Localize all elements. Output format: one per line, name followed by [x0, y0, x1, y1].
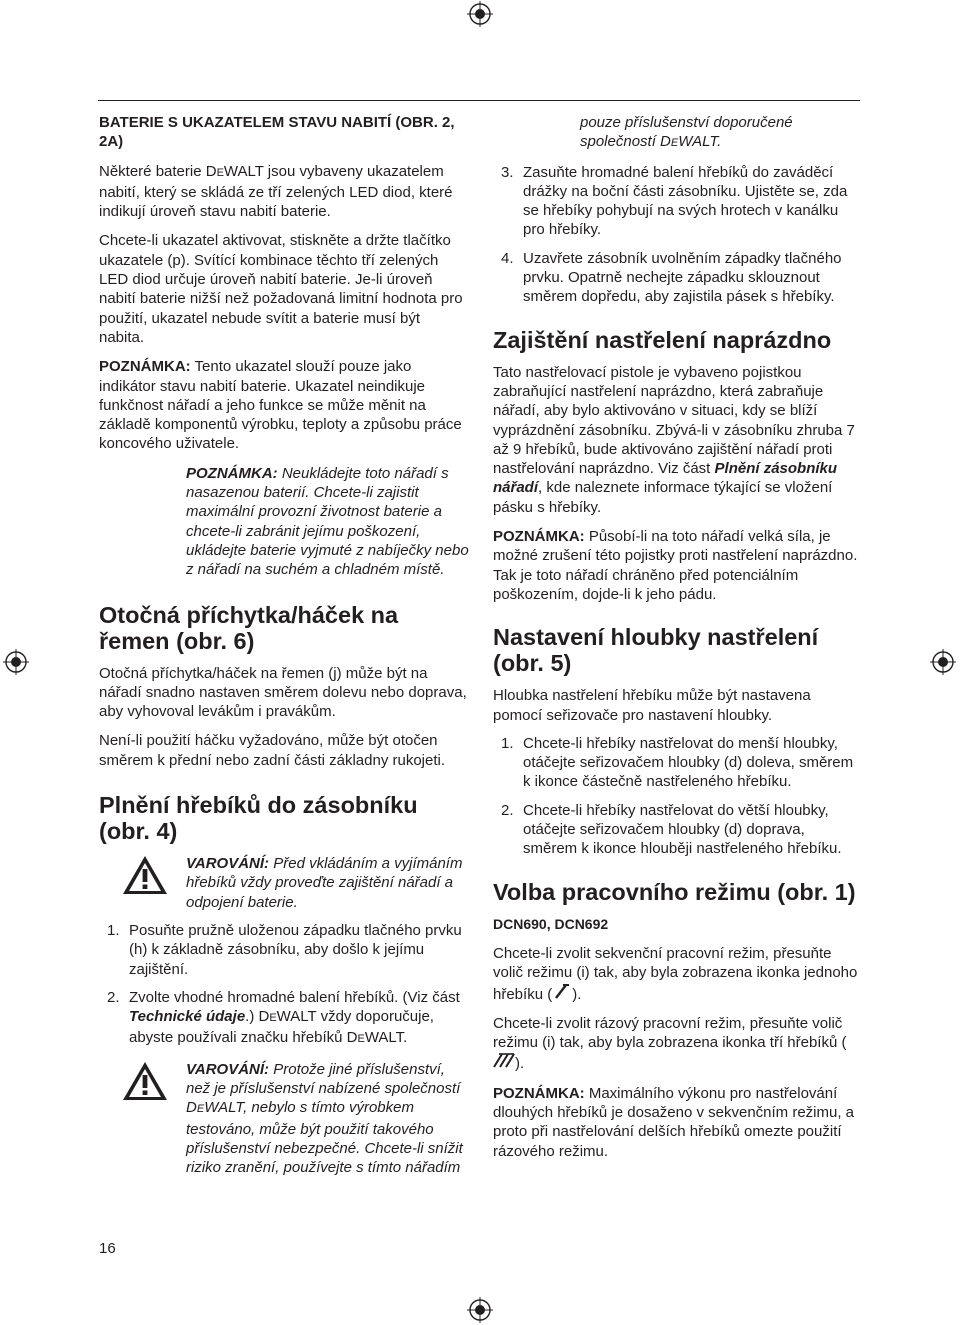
dry-fire-lockout-title: Zajištění nastřelení naprázdno: [493, 326, 832, 353]
header-rule: [98, 100, 860, 101]
list-item: 1. Chcete-li hřebíky nastřelovat do menší hloubky, otáčejte seřizovačem hloubky (d) doleva, směrem k ikonce částečně nastřeleného hřebíku.: [501, 734, 854, 791]
mode-sequential-paragraph: Chcete-li zvolit sekvenční pracovní režim, přesuňte volič režimu (i) tak, aby byla zobrazena ikonka jednoho hřebíku ( ).: [493, 944, 858, 1003]
mode-bump-paragraph: Chcete-li zvolit rázový pracovní režim, přesuňte volič režimu (i) tak, aby byla zobrazena ikonka tří hřebíků ().: [493, 1014, 847, 1073]
list-item: 3. Zasuňte hromadné balení hřebíků do zaváděcí drážky na boční části zásobníku. Ujistěte se, zda se hřebíky pohybují na svých hrotech v kanálku pro hřebíky.: [501, 163, 848, 239]
battery-note-1: POZNÁMKA: Tento ukazatel slouží pouze jako indikátor stavu nabití baterie. Ukazatel neindikuje funkčnost nářadí a jeho funkce se může měnit na základě komponentů výrobku, teploty a způsobu práce koncového uživatele.: [99, 358, 462, 453]
depth-adjustment-title: Nastavení hloubky nastřelení (obr. 5): [493, 624, 819, 677]
battery-heading: BATERIE S UKAZATELEM STAVU NABITÍ (OBR. 2, 2A): [99, 114, 455, 151]
list-item: 2. Chcete-li hřebíky nastřelovat do větší hloubky, otáčejte seřizovačem hloubky (d) doprava, směrem k ikonce hlouběji nastřeleného hřebíku.: [501, 801, 842, 858]
depth-paragraph: Hloubka nastřelení hřebíku může být nastavena pomocí seřizovače pro nastavení hloubky.: [493, 687, 811, 724]
belt-hook-paragraph-2: Není-li použití háčku vyžadováno, může být otočen směrem k přední nebo zadní části základny rukojeti.: [99, 732, 446, 769]
warning-triangle-icon: [121, 854, 169, 901]
registration-mark-top: [467, 1, 493, 27]
three-nails-icon: [493, 1052, 515, 1073]
belt-hook-paragraph-1: Otočná příchytka/háček na řemen (j) může být na nářadí snadno nastaven směrem dolevu nebo doprava, aby vyhovoval levákům i pravákům.: [99, 664, 467, 721]
dry-fire-note: POZNÁMKA: Působí-li na toto nářadí velká síla, je možné zrušení této pojistky proti nastřelení naprázdno. Tak je toto nářadí chráněno před potenciálním poškozením, dojde-li k jeho pádu.: [493, 528, 858, 603]
loading-steps: [99, 921, 469, 1050]
loading-steps-continued: [493, 163, 863, 307]
single-nail-icon: [552, 983, 572, 1004]
registration-mark-right: [930, 649, 956, 675]
registration-mark-bottom: [467, 1297, 493, 1323]
belt-hook-title: Otočná příchytka/háček na řemen (obr. 6): [99, 601, 399, 654]
registration-mark-left: [3, 649, 29, 675]
page-number: 16: [99, 1240, 116, 1257]
nail-loading-title: Plnění hřebíků do zásobníku (obr. 4): [99, 792, 418, 845]
left-column: [99, 113, 469, 1177]
dry-fire-paragraph: Tato nastřelovací pistole je vybaveno pojistkou zabraňující nastřelení naprázdno, která zabraňuje nářadí, aby bylo aktivováno v situaci, kdy se blíží vyprázdnění zásobníku. Zbývá-li v zásobníku zhruba 7 až 9 hřebíků, bude aktivováno zajištění nářadí proti nastřelování naprázdno. Viz část Plnění zásobníku nářadí, kde naleznete informace týkající se vložení pásku s hřebíky.: [493, 363, 855, 516]
warning-2: VAROVÁNÍ: Protože jiné příslušenství, než je příslušenství nabízené společností DEWALT, nebylo s tímto výrobkem testováno, může být použití takového příslušenství nebezpečné. Chcete-li snížit riziko zranění, používejte s tímto nářadím: [99, 1060, 469, 1178]
battery-note-2: POZNÁMKA: Neukládejte toto nářadí s nasazenou baterií. Chcete-li zajistit maximální provozní životnost baterie a chcete-li zabránit jejímu poškození, ukládejte baterie vyjmuté z nabíječky nebo z nářadí na suchém a chladném místě.: [186, 464, 469, 579]
warning-triangle-icon: [121, 1060, 169, 1107]
battery-paragraph-2: Chcete-li ukazatel aktivovat, stiskněte a držte tlačítko ukazatele (p). Svítící kombinace těchto tří zelených LED diod určuje úroveň nabití baterie. Je-li úroveň nabití baterie nižší než požadovaná limitní hodnota pro použití, ukazatel nebude svítit a baterie musí být nabita.: [99, 232, 463, 346]
right-column: [493, 113, 863, 1161]
warning-2-continuation: pouze příslušenství doporučené společností DEWALT.: [580, 114, 793, 151]
list-item: 1. Posuňte pružně uloženou západku tlačného prvku (h) k základně zásobníku, aby došlo k jejímu zajištění.: [107, 921, 462, 978]
mode-selection-title: Volba pracovního režimu (obr. 1): [493, 878, 856, 905]
battery-paragraph-1: Některé baterie DEWALT jsou vybaveny ukazatelem nabití, který se skládá ze tří zelených LED diod, které indikují úroveň stavu nabití baterie.: [99, 162, 453, 221]
mode-note: POZNÁMKA: Maximálního výkonu pro nastřelování dlouhých hřebíků je dosaženo v sekvenčním režimu, a proto při nastřelování delších hřebíků omezte použití rázového režimu.: [493, 1084, 855, 1160]
list-item: 4. Uzavřete zásobník uvolněním západky tlačného prvku. Opatrně nechejte západku sklouznout směrem dopředu, aby zajistila pásek s hřebíky.: [501, 249, 842, 306]
list-item: 2. Zvolte vhodné hromadné balení hřebíků. (Viz část Technické údaje.) DEWALT vždy doporučuje, abyste používali značku hřebíků DEWALT.: [107, 988, 460, 1047]
depth-steps: [493, 734, 863, 859]
mode-models: DCN690, DCN692: [493, 915, 609, 932]
warning-1: VAROVÁNÍ: Před vkládáním a vyjímáním hřebíků vždy proveďte zajištění nářadí a odpojení baterie.: [99, 854, 469, 912]
